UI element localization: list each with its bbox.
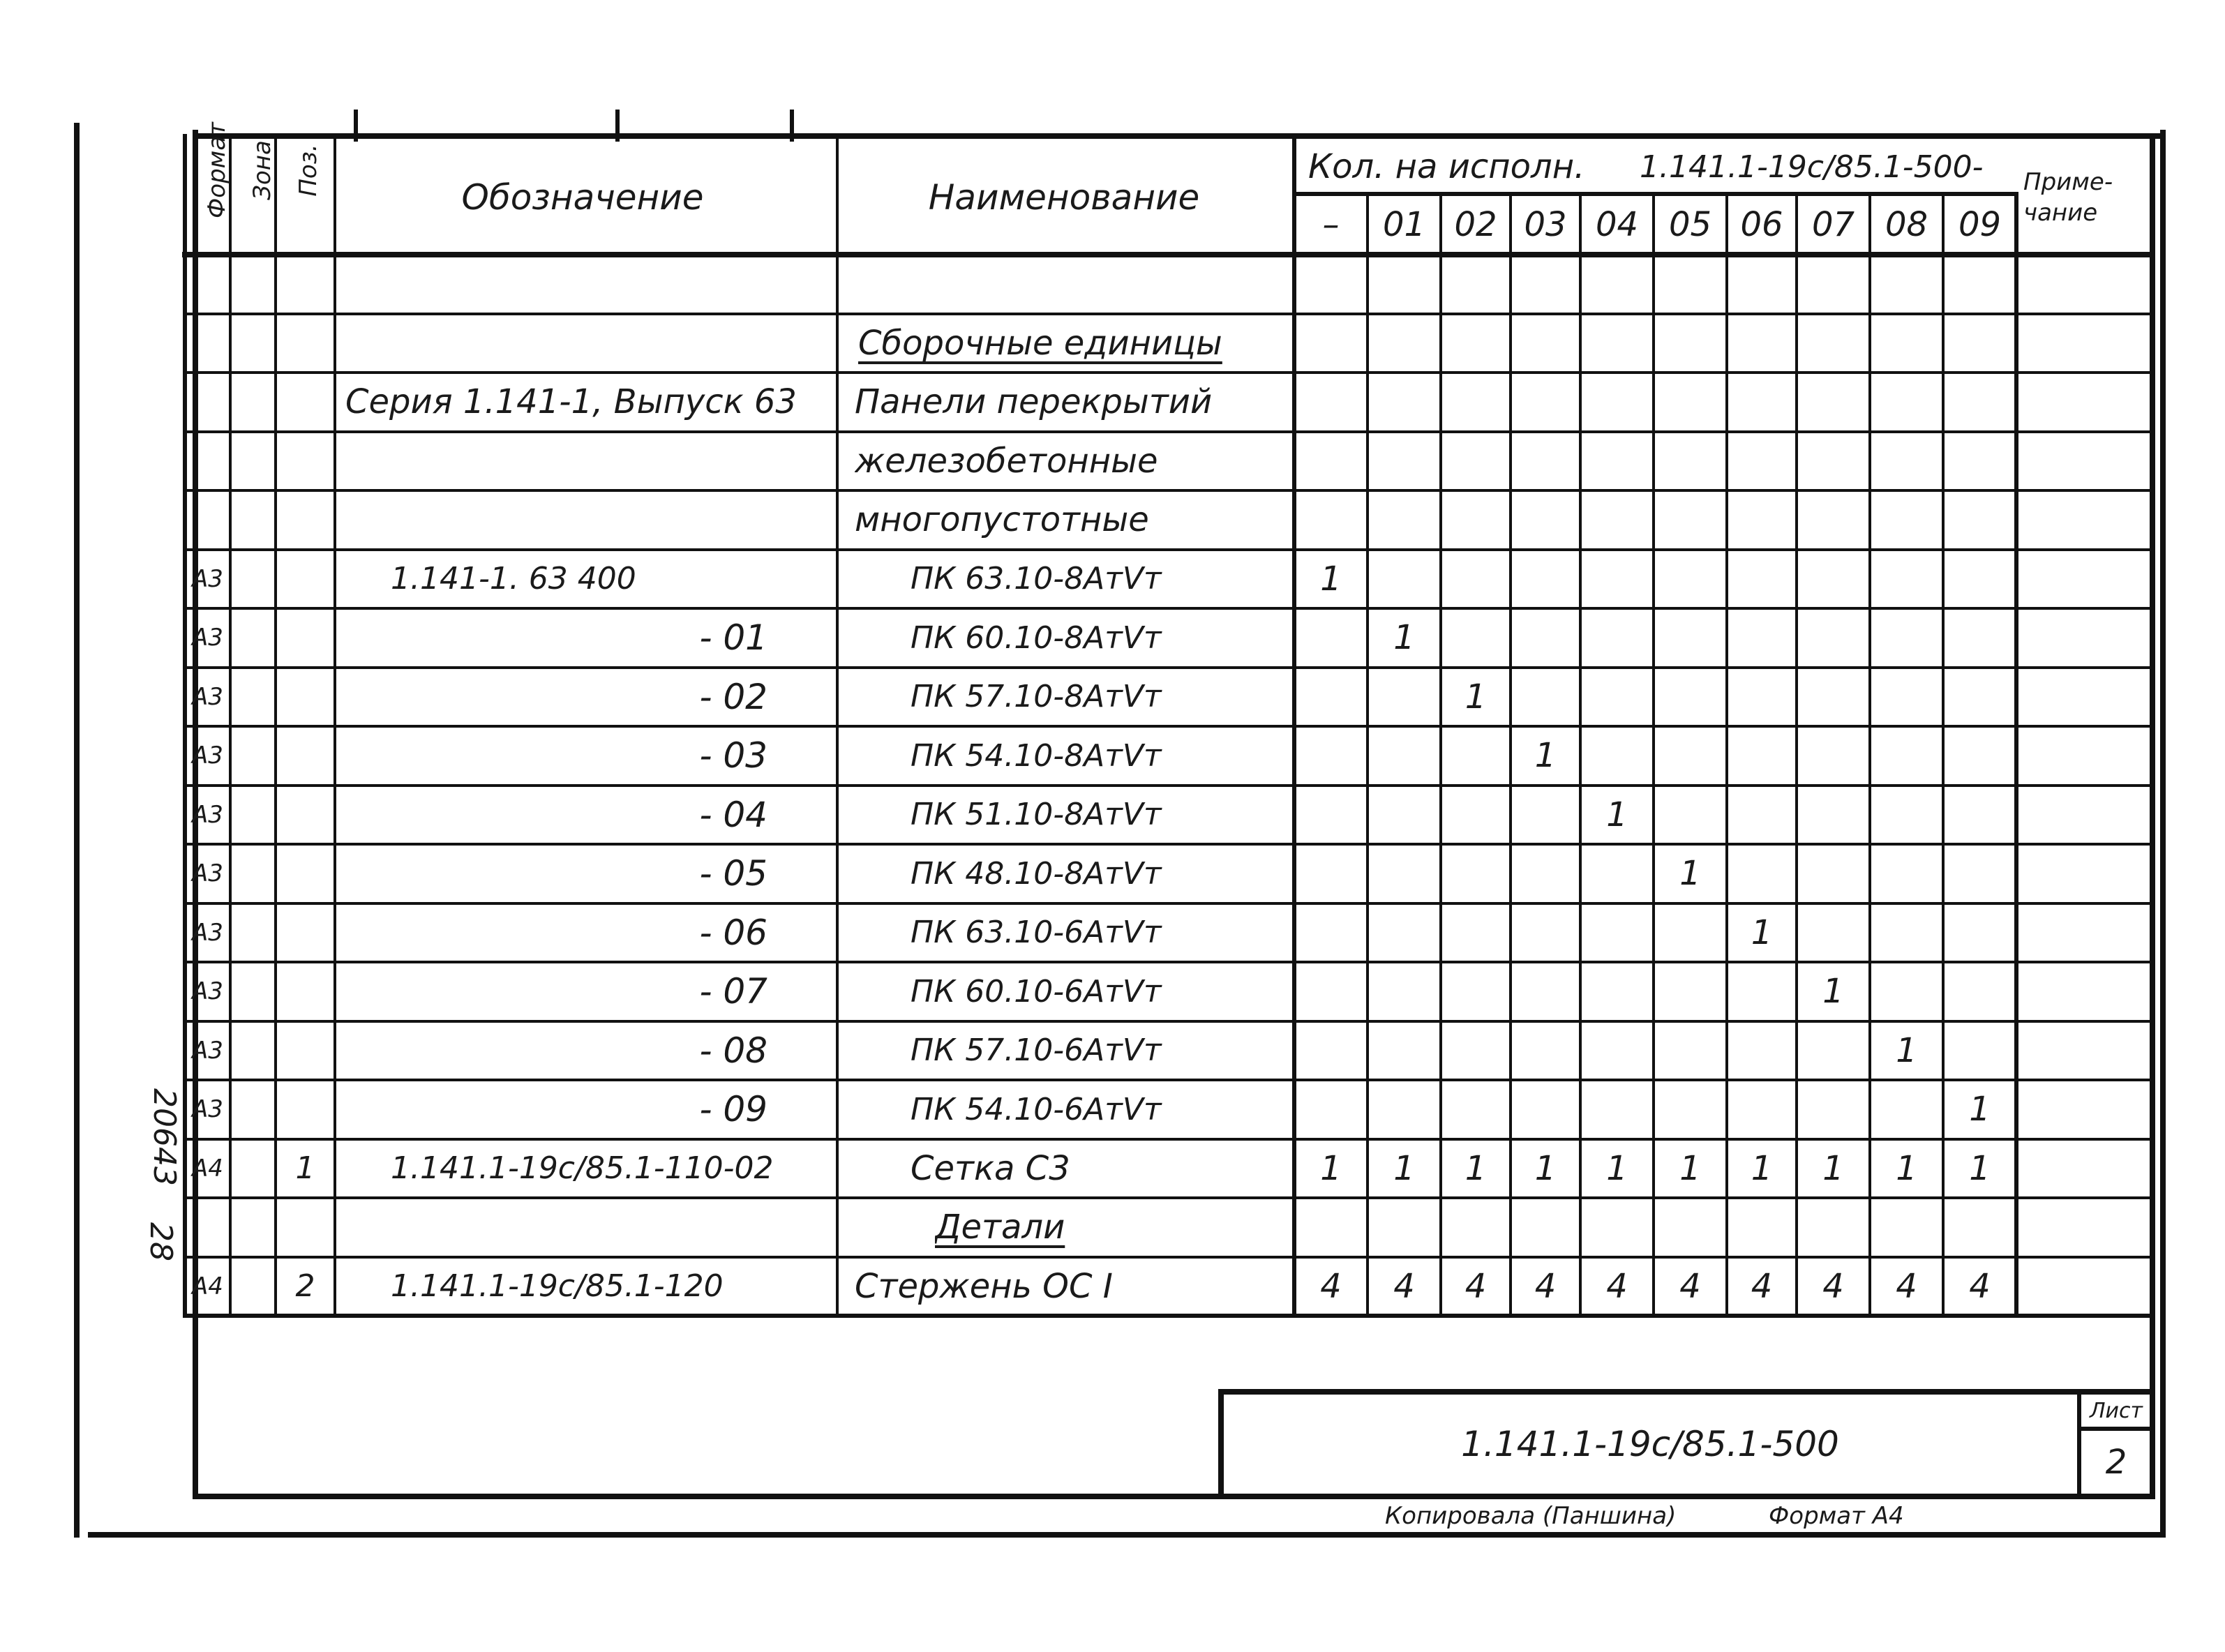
row-qty-cell — [1580, 373, 1654, 432]
row-qty-cell — [1511, 490, 1580, 550]
row-position — [276, 432, 335, 491]
row-designation: - 07 — [699, 971, 767, 1012]
row-qty-cell — [1580, 432, 1654, 491]
row-qty-cell — [1870, 726, 1943, 786]
row-qty-cell — [1727, 1021, 1797, 1081]
row-qty-cell — [1654, 432, 1727, 491]
row-qty-cell: 4 — [1464, 1266, 1487, 1306]
row-qty-cell — [1654, 1198, 1727, 1257]
row-qty-cell — [1580, 962, 1654, 1021]
row-qty-cell — [1294, 1021, 1368, 1081]
row-qty-cell: 1 — [1534, 736, 1557, 776]
row-qty-cell — [1580, 844, 1654, 903]
row-name: ПК 54.10-8АтⅤт — [911, 737, 1162, 774]
row-designation — [391, 490, 830, 550]
row-qty-cell — [1654, 1080, 1727, 1139]
row-qty-cell — [1797, 844, 1870, 903]
row-name: ПК 57.10-6АтⅤт — [911, 1032, 1162, 1069]
row-qty-cell — [1294, 373, 1368, 432]
row-qty-cell: 1 — [1606, 1148, 1628, 1188]
row-qty-cell: 1 — [1896, 1030, 1917, 1070]
row-qty-cell — [1870, 1198, 1943, 1257]
row-qty-cell — [1511, 255, 1580, 314]
row-format: А3 — [192, 800, 223, 829]
row-qty-cell — [1870, 786, 1943, 845]
row-qty-cell — [1797, 255, 1870, 314]
row-qty-cell — [1441, 786, 1511, 845]
row-qty-cell — [1580, 608, 1654, 668]
row-qty-cell — [1870, 314, 1943, 373]
row-qty-cell — [1797, 668, 1870, 727]
row-qty-cell — [1441, 314, 1511, 373]
row-qty-cell — [1797, 1080, 1870, 1139]
row-qty-cell — [1368, 668, 1441, 727]
row-qty-cell — [1511, 1021, 1580, 1081]
row-qty-cell — [1294, 314, 1368, 373]
row-position — [276, 786, 335, 845]
row-qty-cell: 1 — [1679, 854, 1701, 894]
row-qty-cell — [1511, 844, 1580, 903]
row-qty-cell — [1727, 373, 1797, 432]
row-qty-cell — [1654, 726, 1727, 786]
row-designation — [391, 1198, 830, 1257]
header-qty-code: 1.141.1-19с/85.1-500- — [1640, 149, 1984, 185]
row-qty-cell — [1511, 903, 1580, 963]
row-position — [276, 903, 335, 963]
row-qty-cell — [1368, 844, 1441, 903]
row-qty-cell: 1 — [1822, 1148, 1844, 1188]
header-note: Приме- чание — [2023, 167, 2113, 227]
row-qty-cell — [1580, 1080, 1654, 1139]
row-qty-cell — [1441, 1080, 1511, 1139]
row-name: ПК 60.10-6АтⅤт — [911, 973, 1162, 1009]
row-qty-cell — [1294, 668, 1368, 727]
row-qty-cell — [1797, 1021, 1870, 1081]
row-qty-cell — [1943, 608, 2016, 668]
row-name: ПК 57.10-8АтⅤт — [911, 679, 1162, 715]
row-qty-cell: 1 — [1896, 1148, 1917, 1188]
row-qty-cell — [1441, 608, 1511, 668]
row-format: А3 — [192, 682, 223, 711]
row-qty-cell — [1943, 844, 2016, 903]
row-format — [185, 373, 230, 432]
row-qty-cell: 4 — [1393, 1266, 1415, 1306]
row-qty-cell: 1 — [1464, 677, 1487, 716]
row-format: А3 — [192, 859, 223, 888]
row-qty-cell — [1441, 844, 1511, 903]
row-designation: - 01 — [699, 617, 767, 659]
row-qty-cell — [1943, 373, 2016, 432]
row-format: А3 — [192, 742, 223, 770]
row-qty-cell: 1 — [1464, 1148, 1487, 1188]
row-qty-cell: 4 — [1822, 1266, 1844, 1306]
row-name: ПК 63.10-8АтⅤт — [911, 561, 1162, 597]
row-qty-cell — [1943, 490, 2016, 550]
row-format — [185, 490, 230, 550]
row-position — [276, 1080, 335, 1139]
row-qty-cell — [1727, 668, 1797, 727]
row-position: 1 — [295, 1150, 315, 1187]
row-name: многопустотные — [855, 500, 1149, 540]
row-qty-cell — [1511, 786, 1580, 845]
row-qty-cell — [1294, 432, 1368, 491]
row-position: 2 — [295, 1268, 315, 1305]
row-qty-cell — [1580, 1021, 1654, 1081]
row-qty-cell — [1368, 1021, 1441, 1081]
row-qty-cell — [1727, 314, 1797, 373]
row-position — [276, 726, 335, 786]
row-qty-cell — [1870, 962, 1943, 1021]
row-position — [276, 844, 335, 903]
row-qty-cell — [1870, 1080, 1943, 1139]
row-qty-cell — [1294, 903, 1368, 963]
row-qty-cell — [1727, 1198, 1797, 1257]
row-qty-cell: 4 — [1320, 1266, 1342, 1306]
row-format: А3 — [192, 564, 223, 593]
row-qty-cell — [1294, 1080, 1368, 1139]
row-format — [185, 314, 230, 373]
row-qty-cell — [1511, 668, 1580, 727]
header-variant: 03 — [1524, 205, 1567, 244]
row-qty-cell: 4 — [1969, 1266, 1991, 1306]
row-qty-cell: 1 — [1679, 1148, 1701, 1188]
row-qty-cell — [1580, 550, 1654, 609]
row-qty-cell — [1797, 550, 1870, 609]
row-qty-cell: 1 — [1751, 1148, 1773, 1188]
row-position — [276, 314, 335, 373]
row-qty-cell — [1943, 550, 2016, 609]
header-format: Формат — [203, 122, 231, 218]
sheet-label: Лист — [2089, 1398, 2143, 1423]
row-qty-cell — [1368, 726, 1441, 786]
row-qty-cell — [1654, 668, 1727, 727]
row-qty-cell — [1727, 726, 1797, 786]
row-qty-cell — [1441, 255, 1511, 314]
header-variant: 05 — [1668, 205, 1712, 244]
row-qty-cell — [1943, 903, 2016, 963]
row-qty-cell — [1511, 608, 1580, 668]
row-format — [185, 255, 230, 314]
row-qty-cell — [1580, 1198, 1654, 1257]
row-qty-cell — [1511, 962, 1580, 1021]
row-qty-cell — [1368, 1080, 1441, 1139]
row-qty-cell — [1654, 550, 1727, 609]
row-qty-cell: 4 — [1679, 1266, 1701, 1306]
row-format: А3 — [192, 624, 223, 652]
row-qty-cell: 1 — [1751, 913, 1773, 952]
header-variant: 02 — [1454, 205, 1497, 244]
row-qty-cell — [1368, 1198, 1441, 1257]
row-qty-cell — [1943, 1021, 2016, 1081]
row-qty-cell — [1511, 432, 1580, 491]
row-qty-cell — [1580, 255, 1654, 314]
row-qty-cell — [1870, 550, 1943, 609]
row-designation: - 09 — [699, 1089, 767, 1130]
row-position — [276, 373, 335, 432]
row-qty-cell — [1654, 903, 1727, 963]
row-qty-cell — [1368, 314, 1441, 373]
row-designation: 1.141.1-19с/85.1-110-02 — [391, 1150, 774, 1187]
row-name: Панели перекрытий — [855, 382, 1213, 422]
row-qty-cell: 1 — [1822, 972, 1844, 1012]
row-qty-cell: 1 — [1606, 795, 1628, 834]
row-qty-cell: 1 — [1969, 1090, 1991, 1129]
row-name: ПК 60.10-8АтⅤт — [911, 620, 1162, 656]
row-format: А3 — [192, 977, 223, 1006]
row-qty-cell — [1870, 844, 1943, 903]
row-qty-cell — [1797, 1198, 1870, 1257]
row-qty-cell — [1368, 255, 1441, 314]
row-qty-cell — [1654, 786, 1727, 845]
header-qty-label: Кол. на исполн. — [1308, 147, 1585, 186]
row-qty-cell — [1943, 726, 2016, 786]
inventory-sheet: 28 — [143, 1222, 179, 1261]
row-qty-cell — [1943, 962, 2016, 1021]
header-designation: Обозначение — [461, 177, 704, 218]
row-name: Стержень ОС I — [855, 1266, 1113, 1306]
row-position — [276, 490, 335, 550]
row-qty-cell — [1870, 490, 1943, 550]
row-name: ПК 48.10-8АтⅤт — [911, 855, 1162, 892]
row-qty-cell — [1943, 255, 2016, 314]
row-qty-cell: 4 — [1751, 1266, 1773, 1306]
row-qty-cell — [1368, 903, 1441, 963]
header-variant: – — [1322, 205, 1340, 244]
row-designation — [391, 255, 830, 314]
row-qty-cell — [1368, 373, 1441, 432]
header-variant: 06 — [1740, 205, 1783, 244]
header-name: Наименование — [928, 177, 1200, 218]
row-name: Сетка С3 — [911, 1148, 1070, 1188]
row-qty-cell — [1368, 550, 1441, 609]
row-qty-cell — [1727, 550, 1797, 609]
row-qty-cell — [1294, 1198, 1368, 1257]
row-format — [185, 432, 230, 491]
row-qty-cell — [1943, 786, 2016, 845]
row-qty-cell — [1870, 903, 1943, 963]
row-qty-cell — [1797, 608, 1870, 668]
row-qty-cell — [1870, 668, 1943, 727]
document-code: 1.141.1-19с/85.1-500 — [1461, 1424, 1839, 1464]
row-qty-cell — [1870, 255, 1943, 314]
row-qty-cell — [1580, 490, 1654, 550]
row-qty-cell — [1441, 903, 1511, 963]
row-format: А3 — [192, 1036, 223, 1065]
row-qty-cell — [1943, 432, 2016, 491]
row-qty-cell — [1368, 786, 1441, 845]
header-position: Поз. — [294, 144, 322, 197]
row-qty-cell — [1294, 786, 1368, 845]
row-qty-cell — [1368, 962, 1441, 1021]
row-qty-cell — [1870, 373, 1943, 432]
row-qty-cell — [1727, 490, 1797, 550]
row-qty-cell — [1870, 432, 1943, 491]
row-name: железобетонные — [855, 441, 1158, 481]
row-designation: - 02 — [699, 676, 767, 717]
row-qty-cell: 1 — [1320, 1148, 1342, 1188]
row-designation — [391, 314, 830, 373]
row-qty-cell — [1441, 490, 1511, 550]
row-position — [276, 550, 335, 609]
row-qty-cell — [1654, 314, 1727, 373]
row-format: А3 — [192, 918, 223, 947]
row-name: ПК 54.10-6АтⅤт — [911, 1091, 1162, 1127]
row-qty-cell — [1441, 550, 1511, 609]
row-qty-cell — [1654, 490, 1727, 550]
row-qty-cell — [1441, 1198, 1511, 1257]
row-qty-cell — [1727, 255, 1797, 314]
row-qty-cell — [1797, 903, 1870, 963]
row-qty-cell — [1368, 490, 1441, 550]
row-qty-cell — [1511, 1198, 1580, 1257]
row-designation: 1.141-1. 63 400 — [391, 561, 636, 597]
row-qty-cell — [1441, 1021, 1511, 1081]
row-qty-cell — [1511, 373, 1580, 432]
row-qty-cell — [1441, 726, 1511, 786]
row-position — [276, 1198, 335, 1257]
row-qty-cell — [1727, 786, 1797, 845]
header-variant: 08 — [1885, 205, 1928, 244]
row-position — [276, 255, 335, 314]
format-note: Формат А4 — [1769, 1502, 1904, 1530]
row-qty-cell — [1294, 844, 1368, 903]
row-qty-cell — [1580, 668, 1654, 727]
row-designation: Серия 1.141-1, Выпуск 63 — [345, 382, 797, 422]
row-qty-cell: 4 — [1534, 1266, 1557, 1306]
row-qty-cell — [1727, 608, 1797, 668]
row-qty-cell — [1441, 432, 1511, 491]
header-variant: 01 — [1382, 205, 1426, 244]
row-qty-cell — [1441, 373, 1511, 432]
row-qty-cell — [1943, 668, 2016, 727]
row-qty-cell — [1511, 314, 1580, 373]
row-position — [276, 668, 335, 727]
row-qty-cell — [1797, 432, 1870, 491]
row-qty-cell — [1368, 432, 1441, 491]
row-qty-cell — [1797, 786, 1870, 845]
row-qty-cell — [1654, 255, 1727, 314]
row-qty-cell — [1654, 373, 1727, 432]
row-qty-cell — [1727, 844, 1797, 903]
copied-by: Копировала (Паншина) — [1385, 1502, 1677, 1530]
row-qty-cell — [1727, 1080, 1797, 1139]
row-qty-cell: 1 — [1969, 1148, 1991, 1188]
row-qty-cell: 1 — [1393, 618, 1415, 658]
row-qty-cell — [1654, 1021, 1727, 1081]
row-format: А4 — [192, 1272, 223, 1300]
row-qty-cell — [1797, 314, 1870, 373]
row-qty-cell: 4 — [1606, 1266, 1628, 1306]
row-designation: - 03 — [699, 735, 767, 776]
row-qty-cell — [1727, 432, 1797, 491]
row-name: ПК 63.10-6АтⅤт — [911, 915, 1162, 951]
row-qty-cell: 4 — [1896, 1266, 1917, 1306]
row-qty-cell — [1797, 373, 1870, 432]
row-qty-cell — [1654, 962, 1727, 1021]
row-qty-cell — [1511, 550, 1580, 609]
header-variant: 09 — [1958, 205, 2002, 244]
row-qty-cell — [1727, 962, 1797, 1021]
row-designation: - 05 — [699, 853, 767, 894]
row-qty-cell — [1580, 726, 1654, 786]
row-qty-cell — [1797, 490, 1870, 550]
row-name — [855, 255, 1287, 314]
row-qty-cell — [1294, 608, 1368, 668]
row-qty-cell: 1 — [1320, 559, 1342, 599]
row-name: ПК 51.10-8АтⅤт — [911, 797, 1162, 833]
row-qty-cell — [1797, 726, 1870, 786]
header-zone: Зона — [248, 140, 276, 200]
row-name-section: Детали — [935, 1208, 1065, 1247]
row-qty-cell — [1294, 255, 1368, 314]
row-qty-cell — [1294, 962, 1368, 1021]
row-format — [185, 1198, 230, 1257]
row-qty-cell — [1294, 490, 1368, 550]
row-designation: - 04 — [699, 794, 767, 835]
row-qty-cell — [1654, 608, 1727, 668]
row-format: А3 — [192, 1095, 223, 1124]
row-position — [276, 1021, 335, 1081]
row-position — [276, 962, 335, 1021]
row-qty-cell — [1870, 608, 1943, 668]
header-variant: 07 — [1811, 205, 1855, 244]
row-qty-cell: 1 — [1534, 1148, 1557, 1188]
row-designation: 1.141.1-19с/85.1-120 — [391, 1268, 724, 1305]
inventory-number: 20643 — [147, 1088, 182, 1186]
row-position — [276, 608, 335, 668]
row-format: А4 — [192, 1154, 223, 1182]
row-name-section: Сборочные единицы — [858, 323, 1222, 363]
row-qty-cell — [1943, 314, 2016, 373]
row-designation: - 06 — [699, 912, 767, 953]
row-designation: - 08 — [699, 1030, 767, 1071]
header-variant: 04 — [1595, 205, 1639, 244]
row-qty-cell — [1441, 962, 1511, 1021]
row-qty-cell — [1943, 1198, 2016, 1257]
sheet-number: 2 — [2105, 1443, 2127, 1482]
row-qty-cell — [1580, 314, 1654, 373]
row-designation — [391, 432, 830, 491]
row-qty-cell — [1580, 903, 1654, 963]
row-qty-cell: 1 — [1393, 1148, 1415, 1188]
row-qty-cell — [1294, 726, 1368, 786]
row-qty-cell — [1511, 1080, 1580, 1139]
